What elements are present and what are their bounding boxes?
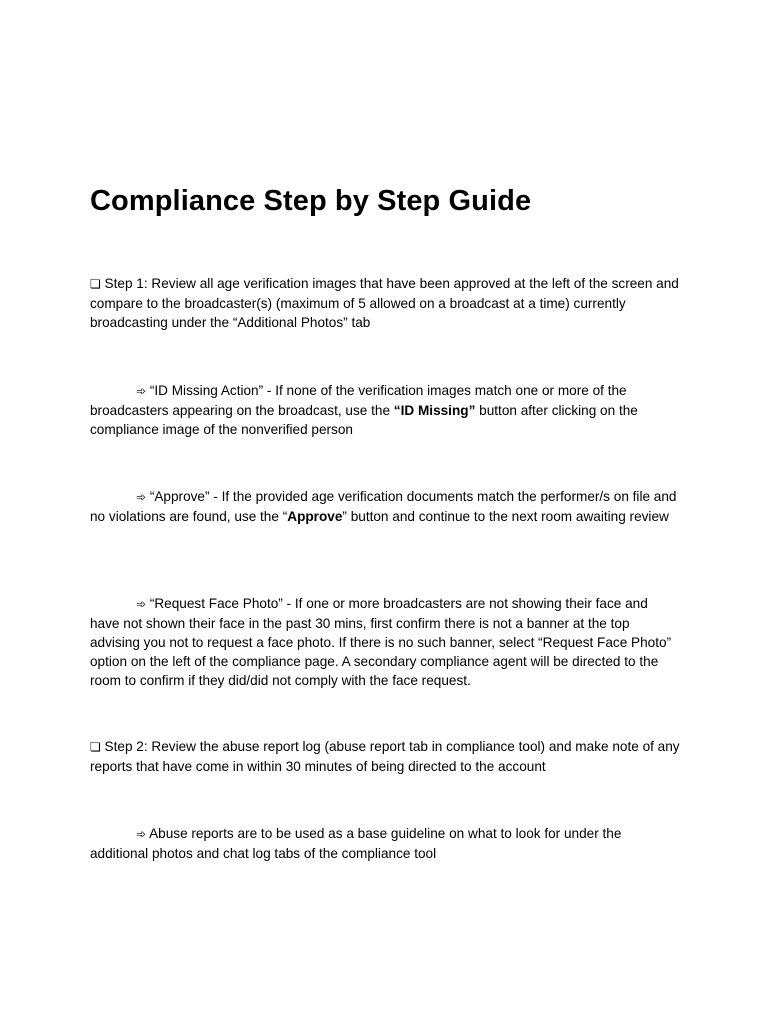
checkbox-bullet-icon: ❏ xyxy=(90,740,101,754)
abuse-reports-paragraph xyxy=(90,824,680,863)
id-missing-paragraph xyxy=(90,381,680,439)
arrow-bullet-icon: ➾ xyxy=(136,597,147,611)
arrow-bullet-icon: ➾ xyxy=(136,490,147,504)
id-missing-text-pre: “ID Missing Action” - If none of the verification images match one or more of the broadcasters appearing on the broadcast, use the xyxy=(90,383,627,418)
face-photo-paragraph xyxy=(90,594,680,690)
page-title: Compliance Step by Step Guide xyxy=(90,185,532,217)
step-1-text: Step 1: Review all age verification images that have been approved at the left of the screen and compare to the broadcaster(s) (maximum of 5 allowed on a broadcast at a time) currently broadcasting under the “Additional Photos” tab xyxy=(90,276,679,330)
approve-text-post: ” button and continue to the next room awaiting review xyxy=(342,509,669,524)
approve-text-pre: “Approve” - If the provided age verification documents match the performer/s on file and no violations are found, use the “ xyxy=(90,489,677,524)
id-missing-bold: “ID Missing” xyxy=(393,403,476,418)
step-2-text: Step 2: Review the abuse report log (abuse report tab in compliance tool) and make note of any reports that have come in within 30 minutes of being directed to the account xyxy=(90,739,680,774)
step-1-paragraph xyxy=(90,274,680,332)
id-missing-text-post: button after clicking on the compliance image of the nonverified person xyxy=(90,403,638,437)
arrow-bullet-icon: ➾ xyxy=(136,827,147,841)
abuse-reports-text: Abuse reports are to be used as a base guideline on what to look for under the additional photos and chat log tabs of the compliance tool xyxy=(90,826,622,861)
arrow-bullet-icon: ➾ xyxy=(136,384,147,398)
step-2-paragraph xyxy=(90,737,680,776)
checkbox-bullet-icon: ❏ xyxy=(90,277,101,291)
approve-bold: Approve xyxy=(287,509,343,524)
face-photo-text: “Request Face Photo” - If one or more broadcasters are not showing their face and have not shown their face in the past 30 mins, first confirm there is not a banner at the top advising you not to request a face photo. If there is no such banner, select “Request Face Photo” option on the left of the compliance page. A secondary compliance agent will be directed to the room to confirm if they did/did not comply with the face request. xyxy=(90,596,672,688)
approve-paragraph xyxy=(90,487,680,526)
